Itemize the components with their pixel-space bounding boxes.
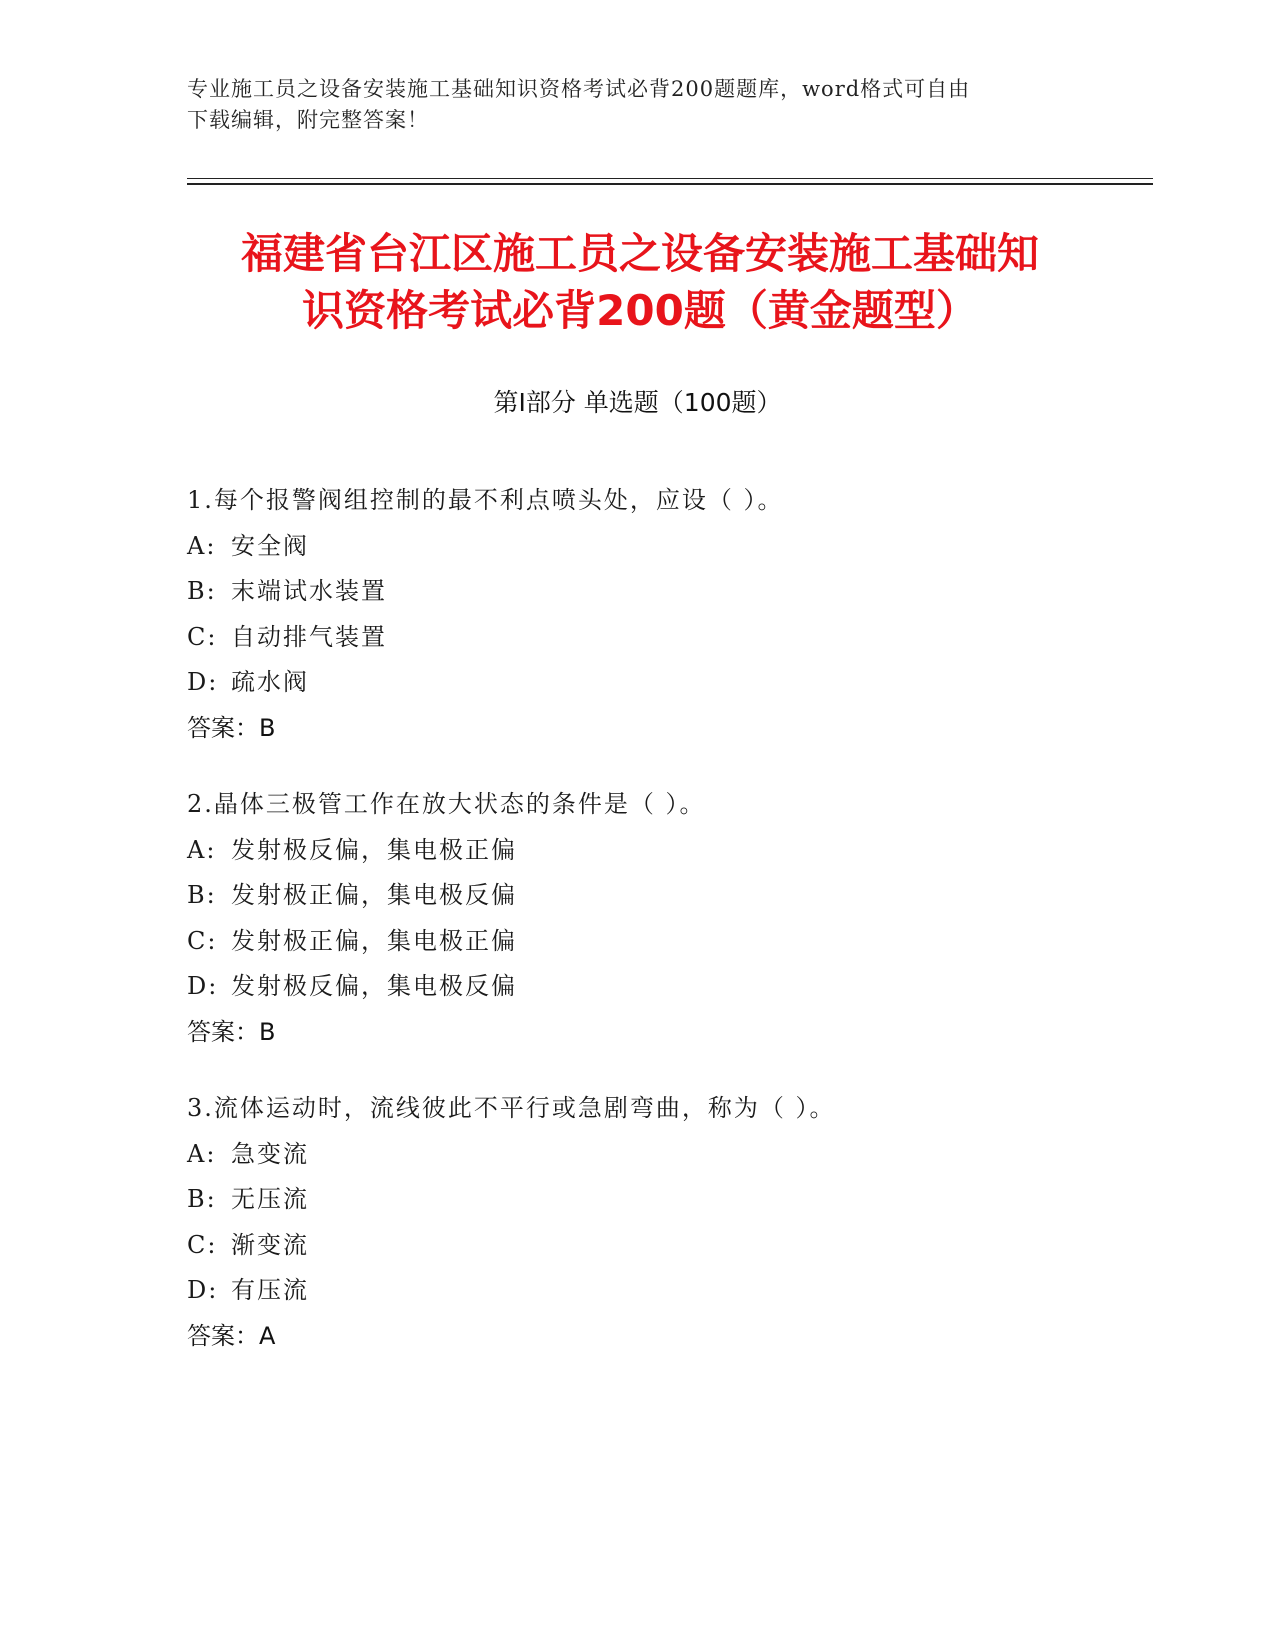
option-key: B:: [187, 1185, 217, 1213]
answer-line: 答案：B: [187, 1017, 276, 1046]
option-b: [187, 873, 1087, 919]
option-text: 发射极正偏，集电极反偏: [231, 881, 517, 909]
question-2: [187, 782, 1087, 1055]
option-key: D:: [187, 972, 219, 1000]
document-title: [140, 225, 1140, 339]
option-a: [187, 828, 1087, 874]
option-text: 发射极正偏，集电极正偏: [231, 926, 517, 955]
document-title-line-1: 福建省台江区施工员之设备安装施工基础知: [240, 229, 1039, 278]
option-key: C:: [187, 926, 218, 955]
header-divider-thin: [187, 178, 1153, 179]
option-text: 安全阀: [231, 531, 309, 560]
option-key: A:: [187, 531, 217, 560]
answer-line: 答案：B: [187, 713, 276, 742]
option-text: 渐变流: [231, 1230, 309, 1259]
option-c: [187, 919, 1087, 965]
option-text: 无压流: [231, 1185, 309, 1213]
question-1: [187, 478, 1087, 751]
option-d: [187, 1268, 1087, 1314]
option-c: [187, 615, 1087, 661]
option-text: 急变流: [231, 1139, 309, 1168]
option-key: A:: [187, 835, 217, 864]
option-d: [187, 964, 1087, 1010]
section-title: 第Ⅰ部分 单选题（100题）: [493, 388, 782, 417]
question-list: [187, 478, 1087, 1390]
question-text: 1.每个报警阀组控制的最不利点喷头处，应设（ ）。: [187, 486, 784, 514]
option-b: [187, 569, 1087, 615]
option-text: 发射极反偏，集电极反偏: [231, 972, 517, 1000]
option-text: 末端试水装置: [231, 577, 387, 605]
question-text: 3.流体运动时，流线彼此不平行或急剧弯曲，称为（ ）。: [187, 1094, 836, 1122]
option-key: B:: [187, 577, 217, 605]
option-key: B:: [187, 881, 217, 909]
option-a: [187, 1132, 1087, 1178]
option-d: [187, 660, 1087, 706]
option-text: 疏水阀: [231, 668, 309, 696]
header-note: [187, 74, 1067, 136]
option-key: A:: [187, 1139, 217, 1168]
question-text: 2.晶体三极管工作在放大状态的条件是（ ）。: [187, 790, 706, 818]
option-text: 有压流: [231, 1276, 309, 1304]
header-note-line-2: 下载编辑，附完整答案！: [187, 108, 429, 132]
option-text: 自动排气装置: [231, 622, 387, 651]
option-text: 发射极反偏，集电极正偏: [231, 835, 517, 864]
answer-line: 答案：A: [187, 1321, 276, 1350]
header-note-line-1: 专业施工员之设备安装施工基础知识资格考试必背200题题库，word格式可自由: [187, 77, 971, 101]
question-3: [187, 1086, 1087, 1359]
option-key: D:: [187, 1276, 219, 1304]
option-key: D:: [187, 668, 219, 696]
header-divider-thick: [187, 183, 1153, 185]
option-c: [187, 1223, 1087, 1269]
option-key: C:: [187, 1230, 218, 1259]
option-a: [187, 524, 1087, 570]
document-title-line-2: 识资格考试必背200题（黄金题型）: [302, 286, 978, 335]
option-b: [187, 1177, 1087, 1223]
option-key: C:: [187, 622, 218, 651]
